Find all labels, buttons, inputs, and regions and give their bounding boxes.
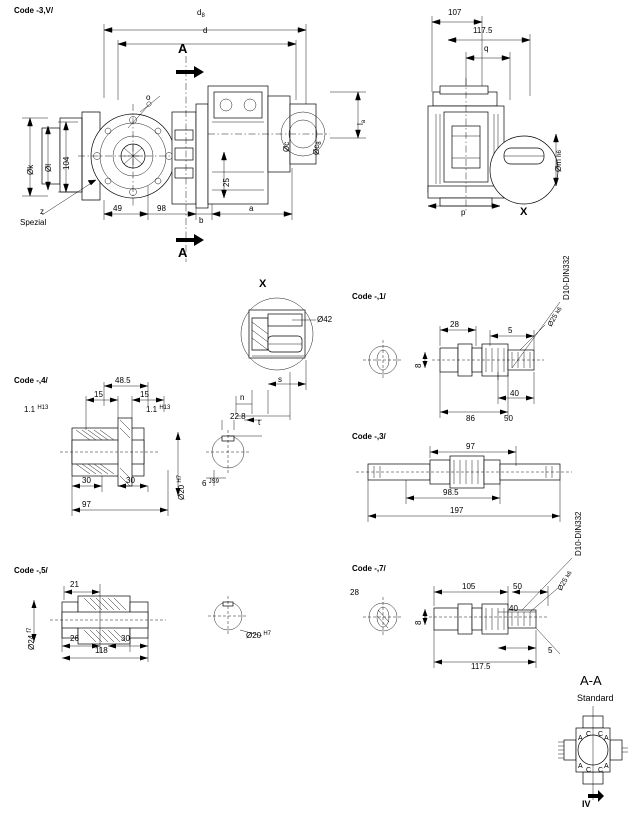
dim-ok: Øk — [26, 164, 35, 175]
code4-dim-6-js9: 6 $^{JS9}$ — [202, 479, 220, 488]
code4-dim-485: 48.5 — [115, 376, 131, 385]
code4-dim-97: 97 — [82, 500, 91, 509]
dim-oc8: $Øc_8$ — [312, 141, 323, 155]
code1-dim-40: 40 — [510, 389, 519, 398]
dim-q: q — [484, 44, 489, 53]
code7-dim-o25k6: Ø25 k6 — [556, 570, 574, 592]
section-aa-label-c1: C — [586, 731, 592, 738]
code5-dim-30: 30 — [121, 634, 130, 643]
code4-dim-30b: 30 — [126, 476, 135, 485]
code3-dim-97: 97 — [466, 442, 475, 451]
code3-dim-197: 197 — [450, 506, 464, 515]
label-code-1: Code -,1/ — [352, 292, 386, 301]
code7-dim-50: 50 — [513, 582, 522, 591]
code4-dim-11-h13-b: 1.1 $^{H13}$ — [146, 405, 171, 414]
section-aa-title: A-A — [580, 673, 602, 688]
code1-dim-50: 50 — [504, 414, 513, 423]
note-spezial: Spezial — [20, 218, 47, 227]
dim-1175-top: 117.5 — [473, 26, 493, 35]
dim-la: $l_a$ — [356, 119, 367, 125]
section-aa-label-a3: A — [578, 763, 583, 770]
section-aa-label-c2: C — [598, 731, 604, 738]
code1-dim-86: 86 — [466, 414, 475, 423]
code4-dim-30a: 30 — [82, 476, 91, 485]
code7-dim-8: 8 — [414, 620, 423, 625]
code4-dim-11-h13-a: 1.1 $^{H13}$ — [24, 405, 49, 414]
section-aa-label-iv: IV — [582, 799, 591, 809]
code4-dim-228: 22.8 — [230, 412, 246, 421]
code4-dim-15b: 15 — [140, 390, 149, 399]
code5-dim-118: 118 — [95, 646, 108, 655]
code1-dim-d10-din332: D10-DIN332 — [562, 255, 571, 300]
dim-o: o — [146, 93, 151, 102]
section-arrow-a-top: A — [178, 41, 188, 56]
dim-a: a — [249, 204, 254, 213]
code1-dim-28: 28 — [450, 320, 459, 329]
section-aa-label-c4: C — [598, 767, 604, 774]
dim-d8: $d_8$ — [197, 8, 205, 19]
dim-d: d — [203, 26, 208, 35]
dim-o42: Ø42 — [317, 315, 333, 324]
section-aa-label-a1: A — [578, 735, 583, 742]
code7-dim-28: 28 — [350, 588, 359, 597]
code5-dim-o20-h7: Ø20 $^{H7}$ — [246, 631, 272, 640]
dim-25: 25 — [222, 178, 231, 187]
section-aa-label-a2: A — [604, 735, 609, 742]
label-code-7: Code -,7/ — [352, 564, 386, 573]
code7-dim-d10-din332: D10-DIN332 — [574, 511, 583, 556]
label-code-3: Code -,3/ — [352, 432, 386, 441]
detail-x-title: X — [259, 278, 267, 290]
code7-dim-105: 105 — [462, 582, 476, 591]
code5-dim-26: 26 — [70, 634, 79, 643]
code1-dim-o25k6: Ø25 k6 — [546, 306, 564, 328]
dim-ol: Øl — [44, 164, 53, 172]
dim-107: 107 — [448, 8, 462, 17]
dim-t: t — [258, 418, 261, 427]
dim-104: 104 — [62, 156, 71, 170]
label-code-4: Code -,4/ — [14, 376, 48, 385]
dim-oc: Øc — [282, 141, 291, 152]
dim-n: n — [240, 393, 245, 402]
code1-dim-8: 8 — [414, 363, 423, 368]
label-code-5: Code -,5/ — [14, 566, 48, 575]
code4-dim-15a: 15 — [94, 390, 103, 399]
code7-dim-40: 40 — [509, 604, 518, 613]
dim-98: 98 — [157, 204, 166, 213]
detail-marker-x-right: X — [520, 206, 528, 218]
section-aa-label-a4: A — [604, 763, 609, 770]
section-arrow-a-bottom: A — [178, 245, 188, 260]
note-z: z — [40, 207, 44, 216]
dim-b: b — [199, 216, 204, 225]
code3-dim-985: 98.5 — [443, 488, 459, 497]
code7-dim-5: 5 — [548, 646, 553, 655]
dim-s: s — [278, 375, 282, 384]
section-aa-subtitle: Standard — [577, 693, 614, 703]
dim-49: 49 — [113, 204, 122, 213]
section-aa-label-c3: C — [586, 767, 592, 774]
label-code-3v: Code -3,V/ — [14, 6, 54, 15]
code5-dim-o24-f7: Ø24 $^{f7}$ — [27, 627, 36, 650]
code4-dim-o20-h7: Ø20 $^{H7}$ — [177, 474, 186, 500]
dim-p: p — [461, 208, 466, 217]
code1-dim-5: 5 — [508, 326, 513, 335]
code5-dim-21: 21 — [70, 580, 79, 589]
code7-dim-1175: 117.5 — [471, 662, 491, 671]
dim-om-h6: Øm h6 — [554, 150, 563, 172]
